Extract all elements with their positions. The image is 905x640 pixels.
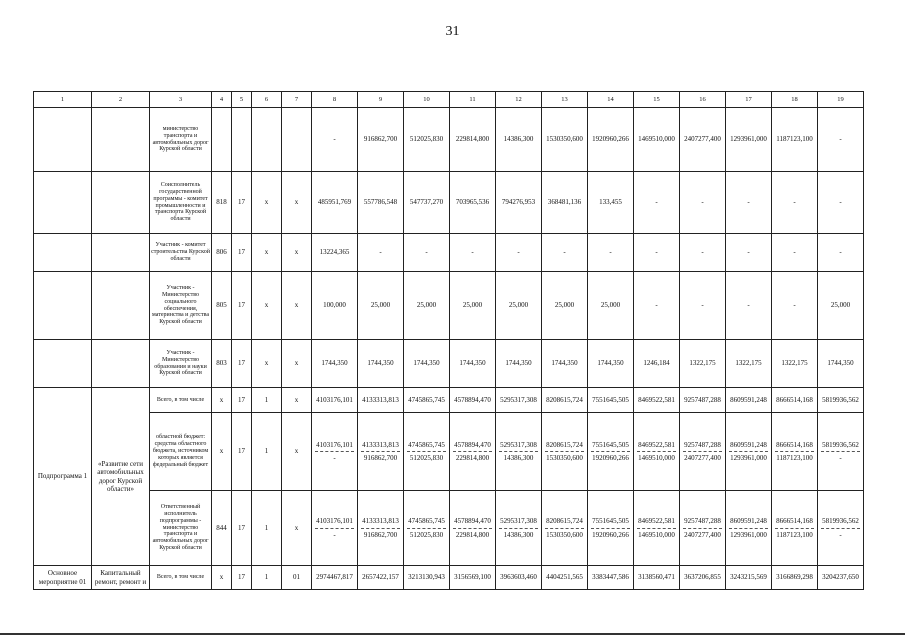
amount-stack — [313, 517, 356, 538]
cell-program-status — [34, 272, 92, 340]
cell-program-status — [34, 340, 92, 388]
cell-amount — [680, 491, 726, 566]
cell-amount — [818, 413, 864, 491]
dash-separator — [315, 528, 354, 529]
cell-amount: 9257487,288 — [680, 388, 726, 413]
cell-rz: 17 — [232, 491, 252, 566]
col-header: 4 — [212, 92, 232, 108]
cell-csr: х — [282, 491, 312, 566]
cell-amount: 8666514,168 — [772, 388, 818, 413]
cell-amount: - — [450, 234, 496, 272]
amount-federal: 1293961,000 — [730, 530, 767, 539]
amount-total: 8208615,724 — [546, 517, 583, 526]
amount-federal: 1293961,000 — [730, 454, 767, 462]
cell-amount: 25,000 — [818, 272, 864, 340]
cell-amount: 13224,365 — [312, 234, 358, 272]
cell-amount — [404, 413, 450, 491]
amount-total: 8469522,581 — [638, 517, 675, 526]
cell-amount: 547737,270 — [404, 172, 450, 234]
cell-amount: 100,000 — [312, 272, 358, 340]
amount-federal: - — [839, 530, 842, 539]
cell-pr: 1 — [252, 413, 282, 491]
cell-amount: 485951,769 — [312, 172, 358, 234]
cell-amount: 133,455 — [588, 172, 634, 234]
cell-amount: 1469510,000 — [634, 108, 680, 172]
col-header: 3 — [150, 92, 212, 108]
cell-amount: - — [634, 272, 680, 340]
cell-grbs: 844 — [212, 491, 232, 566]
cell-amount: - — [726, 234, 772, 272]
table-row — [34, 234, 864, 272]
col-header: 11 — [450, 92, 496, 108]
amount-federal: 1530350,600 — [546, 530, 583, 539]
cell-amount: 229814,800 — [450, 108, 496, 172]
cell-csr: х — [282, 272, 312, 340]
cell-csr: 01 — [282, 566, 312, 590]
cell-amount: 1744,350 — [312, 340, 358, 388]
cell-amount: 3156569,100 — [450, 566, 496, 590]
col-header: 17 — [726, 92, 772, 108]
amount-federal: 1920960,266 — [592, 530, 629, 539]
cell-amount: 7551645,505 — [588, 388, 634, 413]
table-row — [34, 413, 864, 491]
cell-amount: 5295317,308 — [496, 388, 542, 413]
dash-separator — [453, 451, 492, 452]
col-header: 18 — [772, 92, 818, 108]
dash-separator — [499, 528, 538, 529]
cell-csr: х — [282, 340, 312, 388]
amount-stack — [313, 441, 356, 462]
table-row — [34, 108, 864, 172]
dash-separator — [591, 528, 630, 529]
cell-amount: 1187123,100 — [772, 108, 818, 172]
cell-amount: - — [496, 234, 542, 272]
cell-amount: 1322,175 — [772, 340, 818, 388]
cell-program-name — [92, 234, 150, 272]
amount-federal: 1920960,266 — [592, 454, 629, 462]
dash-separator — [683, 528, 722, 529]
cell-amount: - — [634, 172, 680, 234]
amount-total: 8666514,168 — [776, 517, 813, 526]
cell-amount: 2974467,817 — [312, 566, 358, 590]
cell-amount: - — [312, 108, 358, 172]
amount-total: 8666514,168 — [776, 440, 813, 449]
amount-total: 4103176,101 — [316, 440, 353, 449]
cell-grbs: х — [212, 388, 232, 413]
amount-stack — [773, 441, 816, 462]
cell-rz: 17 — [232, 234, 252, 272]
cell-csr: х — [282, 413, 312, 491]
amount-stack — [359, 517, 402, 538]
col-header: 14 — [588, 92, 634, 108]
amount-federal: 1530350,600 — [546, 454, 583, 462]
cell-amount: 8609591,248 — [726, 388, 772, 413]
col-header: 1 — [34, 92, 92, 108]
cell-rz: 17 — [232, 340, 252, 388]
cell-amount — [726, 491, 772, 566]
amount-total: 7551645,505 — [592, 517, 629, 526]
cell-grbs: 805 — [212, 272, 232, 340]
cell-amount: - — [726, 272, 772, 340]
dash-separator — [545, 528, 584, 529]
cell-amount: - — [726, 172, 772, 234]
amount-federal: - — [333, 454, 336, 462]
amount-total: 8208615,724 — [546, 440, 583, 449]
cell-program-status — [34, 108, 92, 172]
col-header: 15 — [634, 92, 680, 108]
cell-amount: 8469522,581 — [634, 388, 680, 413]
amount-stack — [451, 517, 494, 538]
col-header: 10 — [404, 92, 450, 108]
table-row — [34, 172, 864, 234]
cell-amount: 2407277,400 — [680, 108, 726, 172]
amount-total: 4133313,813 — [362, 517, 399, 526]
cell-amount: 1293961,000 — [726, 108, 772, 172]
cell-amount: 557786,548 — [358, 172, 404, 234]
cell-program-status — [34, 172, 92, 234]
cell-amount: 1744,350 — [588, 340, 634, 388]
amount-total: 9257487,288 — [684, 440, 721, 449]
cell-amount — [680, 413, 726, 491]
cell-amount: 3383447,586 — [588, 566, 634, 590]
cell-executor: Всего, в том числе — [150, 566, 212, 590]
cell-amount: - — [772, 172, 818, 234]
amount-stack — [819, 517, 862, 538]
amount-stack — [635, 517, 678, 538]
cell-amount: 4745865,745 — [404, 388, 450, 413]
amount-total: 8609591,248 — [730, 517, 767, 526]
amount-total: 8469522,581 — [638, 440, 675, 449]
dash-separator — [775, 451, 814, 452]
cell-amount — [726, 413, 772, 491]
amount-federal: 229814,800 — [455, 454, 490, 462]
amount-federal: 1187123,100 — [776, 530, 813, 539]
cell-pr: х — [252, 340, 282, 388]
cell-amount — [588, 413, 634, 491]
col-header: 8 — [312, 92, 358, 108]
col-header: 2 — [92, 92, 150, 108]
cell-amount: 1744,350 — [496, 340, 542, 388]
cell-amount: 25,000 — [542, 272, 588, 340]
cell-amount: 1744,350 — [818, 340, 864, 388]
dash-separator — [821, 451, 860, 452]
cell-pr — [252, 108, 282, 172]
cell-program-status: Подпрограмма 1 — [34, 388, 92, 566]
amount-federal: 229814,800 — [455, 530, 490, 539]
table-row — [34, 491, 864, 566]
cell-amount: - — [588, 234, 634, 272]
table-row — [34, 340, 864, 388]
cell-amount — [772, 491, 818, 566]
cell-executor: Соисполнитель государственной программы - комитет промышленности и транспорта Курской области — [150, 172, 212, 234]
cell-grbs: 818 — [212, 172, 232, 234]
cell-amount: 25,000 — [588, 272, 634, 340]
cell-amount: 8208615,724 — [542, 388, 588, 413]
amount-federal: 1469510,000 — [638, 530, 675, 539]
amount-stack — [497, 517, 540, 538]
cell-rz: 17 — [232, 388, 252, 413]
cell-amount: 4103176,101 — [312, 388, 358, 413]
dash-separator — [729, 451, 768, 452]
cell-amount — [358, 491, 404, 566]
dash-separator — [453, 528, 492, 529]
cell-amount: - — [772, 234, 818, 272]
cell-amount: 25,000 — [496, 272, 542, 340]
amount-stack — [681, 517, 724, 538]
amount-stack — [589, 441, 632, 462]
cell-amount — [634, 413, 680, 491]
dash-separator — [361, 528, 400, 529]
table-row — [34, 566, 864, 590]
amount-stack — [405, 441, 448, 462]
cell-amount: 3204237,650 — [818, 566, 864, 590]
cell-amount: 3138560,471 — [634, 566, 680, 590]
page-number: 31 — [445, 24, 460, 39]
cell-grbs: 803 — [212, 340, 232, 388]
header-row — [34, 92, 864, 108]
cell-pr: х — [252, 272, 282, 340]
cell-csr — [282, 108, 312, 172]
amount-stack — [405, 517, 448, 538]
amount-stack — [359, 441, 402, 462]
budget-table — [33, 91, 864, 590]
cell-amount: 4578894,470 — [450, 388, 496, 413]
cell-program-status — [34, 234, 92, 272]
cell-amount: 794276,953 — [496, 172, 542, 234]
cell-amount: 703965,536 — [450, 172, 496, 234]
cell-amount: 916862,700 — [358, 108, 404, 172]
cell-amount: 512025,830 — [404, 108, 450, 172]
amount-stack — [727, 441, 770, 462]
col-header: 19 — [818, 92, 864, 108]
dash-separator — [591, 451, 630, 452]
cell-amount: - — [772, 272, 818, 340]
cell-amount: 25,000 — [450, 272, 496, 340]
cell-amount: - — [818, 234, 864, 272]
cell-amount: 3243215,569 — [726, 566, 772, 590]
col-header: 16 — [680, 92, 726, 108]
cell-amount — [496, 413, 542, 491]
cell-executor: Всего, в том числе — [150, 388, 212, 413]
cell-amount — [312, 413, 358, 491]
amount-federal: 512025,830 — [409, 530, 444, 539]
cell-rz — [232, 108, 252, 172]
amount-stack — [681, 441, 724, 462]
cell-amount — [542, 413, 588, 491]
cell-amount: - — [542, 234, 588, 272]
cell-executor: Участник - Министерство образования и науки Курской области — [150, 340, 212, 388]
amount-federal: 512025,830 — [409, 454, 444, 462]
amount-total: 4578894,470 — [454, 517, 491, 526]
cell-pr: х — [252, 172, 282, 234]
dash-separator — [315, 451, 354, 452]
cell-amount: 1530350,600 — [542, 108, 588, 172]
cell-amount — [450, 413, 496, 491]
cell-amount: - — [818, 172, 864, 234]
col-header: 5 — [232, 92, 252, 108]
amount-stack — [543, 517, 586, 538]
cell-amount — [358, 413, 404, 491]
cell-rz: 17 — [232, 413, 252, 491]
cell-amount: - — [680, 272, 726, 340]
cell-amount: - — [404, 234, 450, 272]
amount-federal: 2407277,400 — [684, 530, 721, 539]
dash-separator — [637, 451, 676, 452]
cell-amount: 1920960,266 — [588, 108, 634, 172]
amount-federal: 14386,300 — [503, 530, 534, 539]
cell-amount: 1322,175 — [680, 340, 726, 388]
cell-amount: 3637206,855 — [680, 566, 726, 590]
table-row — [34, 388, 864, 413]
col-header: 12 — [496, 92, 542, 108]
amount-stack — [589, 517, 632, 538]
cell-pr: 1 — [252, 566, 282, 590]
cell-executor: Участник - Министерство социального обеспечения, материнства и детства Курской области — [150, 272, 212, 340]
amount-total: 5819936,562 — [822, 440, 859, 449]
amount-federal: 14386,300 — [503, 454, 534, 462]
cell-amount: 368481,136 — [542, 172, 588, 234]
amount-federal: 2407277,400 — [684, 454, 721, 462]
amount-stack — [451, 441, 494, 462]
amount-total: 4578894,470 — [454, 440, 491, 449]
amount-total: 7551645,505 — [592, 440, 629, 449]
amount-total: 8609591,248 — [730, 440, 767, 449]
cell-amount: 1246,184 — [634, 340, 680, 388]
cell-amount: 3963603,460 — [496, 566, 542, 590]
dash-separator — [499, 451, 538, 452]
cell-amount: - — [358, 234, 404, 272]
amount-total: 5295317,308 — [500, 517, 537, 526]
dash-separator — [361, 451, 400, 452]
cell-executor: областной бюджет: средства областного бюджета, источником которых является федеральный бюджет — [150, 413, 212, 491]
cell-amount: 1744,350 — [358, 340, 404, 388]
col-header: 6 — [252, 92, 282, 108]
amount-stack — [819, 441, 862, 462]
cell-program-name — [92, 272, 150, 340]
cell-executor: министерство транспорта и автомобильных дорог Курской области — [150, 108, 212, 172]
dash-separator — [729, 528, 768, 529]
cell-executor: Ответственный исполнитель подпрограммы - министерство транспорта и автомобильных дорог Курской области — [150, 491, 212, 566]
cell-amount: - — [680, 172, 726, 234]
cell-rz: 17 — [232, 566, 252, 590]
cell-amount: 25,000 — [404, 272, 450, 340]
cell-grbs: х — [212, 413, 232, 491]
cell-amount — [312, 491, 358, 566]
amount-stack — [497, 441, 540, 462]
bottom-border — [0, 633, 905, 635]
amount-federal: - — [839, 454, 842, 462]
cell-amount: 1744,350 — [542, 340, 588, 388]
amount-federal: - — [333, 530, 336, 539]
amount-total: 4745865,745 — [408, 440, 445, 449]
cell-amount: 25,000 — [358, 272, 404, 340]
dash-separator — [775, 528, 814, 529]
amount-total: 5819936,562 — [822, 517, 859, 526]
cell-amount — [496, 491, 542, 566]
dash-separator — [407, 528, 446, 529]
cell-csr: х — [282, 172, 312, 234]
col-header: 9 — [358, 92, 404, 108]
cell-csr: х — [282, 388, 312, 413]
amount-total: 4745865,745 — [408, 517, 445, 526]
cell-amount: 3213130,943 — [404, 566, 450, 590]
cell-amount: 1322,175 — [726, 340, 772, 388]
cell-amount: - — [680, 234, 726, 272]
dash-separator — [545, 451, 584, 452]
cell-amount — [450, 491, 496, 566]
table-row — [34, 272, 864, 340]
cell-program-name — [92, 108, 150, 172]
cell-amount — [404, 491, 450, 566]
amount-federal: 1469510,000 — [638, 454, 675, 462]
cell-grbs: 806 — [212, 234, 232, 272]
cell-amount — [634, 491, 680, 566]
cell-program-name: Капитальный ремонт, ремонт и — [92, 566, 150, 590]
cell-csr: х — [282, 234, 312, 272]
col-header: 7 — [282, 92, 312, 108]
cell-program-status: Основное мероприятие 01 — [34, 566, 92, 590]
cell-amount: 5819936,562 — [818, 388, 864, 413]
cell-rz: 17 — [232, 172, 252, 234]
amount-stack — [727, 517, 770, 538]
cell-grbs — [212, 108, 232, 172]
amount-stack — [773, 517, 816, 538]
cell-grbs: х — [212, 566, 232, 590]
cell-amount — [542, 491, 588, 566]
amount-stack — [543, 441, 586, 462]
dash-separator — [683, 451, 722, 452]
col-header: 13 — [542, 92, 588, 108]
cell-amount: 3166869,298 — [772, 566, 818, 590]
cell-amount: 14386,300 — [496, 108, 542, 172]
cell-amount: 4133313,813 — [358, 388, 404, 413]
amount-total: 5295317,308 — [500, 440, 537, 449]
cell-rz: 17 — [232, 272, 252, 340]
cell-amount: 2657422,157 — [358, 566, 404, 590]
cell-pr: 1 — [252, 491, 282, 566]
cell-amount — [772, 413, 818, 491]
cell-amount: - — [818, 108, 864, 172]
dash-separator — [821, 528, 860, 529]
cell-amount — [818, 491, 864, 566]
cell-amount: - — [634, 234, 680, 272]
amount-federal: 916862,700 — [363, 530, 398, 539]
amount-total: 9257487,288 — [684, 517, 721, 526]
amount-total: 4103176,101 — [316, 517, 353, 526]
cell-pr: 1 — [252, 388, 282, 413]
cell-program-name — [92, 340, 150, 388]
cell-amount: 1744,350 — [450, 340, 496, 388]
cell-amount: 1744,350 — [404, 340, 450, 388]
amount-federal: 1187123,100 — [776, 454, 813, 462]
cell-pr: х — [252, 234, 282, 272]
cell-program-name: «Развитие сети автомобильных дорог Курской области» — [92, 388, 150, 566]
dash-separator — [637, 528, 676, 529]
cell-amount: 4404251,565 — [542, 566, 588, 590]
amount-stack — [635, 441, 678, 462]
amount-federal: 916862,700 — [363, 454, 398, 462]
cell-executor: Участник - комитет строительства Курской области — [150, 234, 212, 272]
cell-program-name — [92, 172, 150, 234]
dash-separator — [407, 451, 446, 452]
cell-amount — [588, 491, 634, 566]
amount-total: 4133313,813 — [362, 440, 399, 449]
